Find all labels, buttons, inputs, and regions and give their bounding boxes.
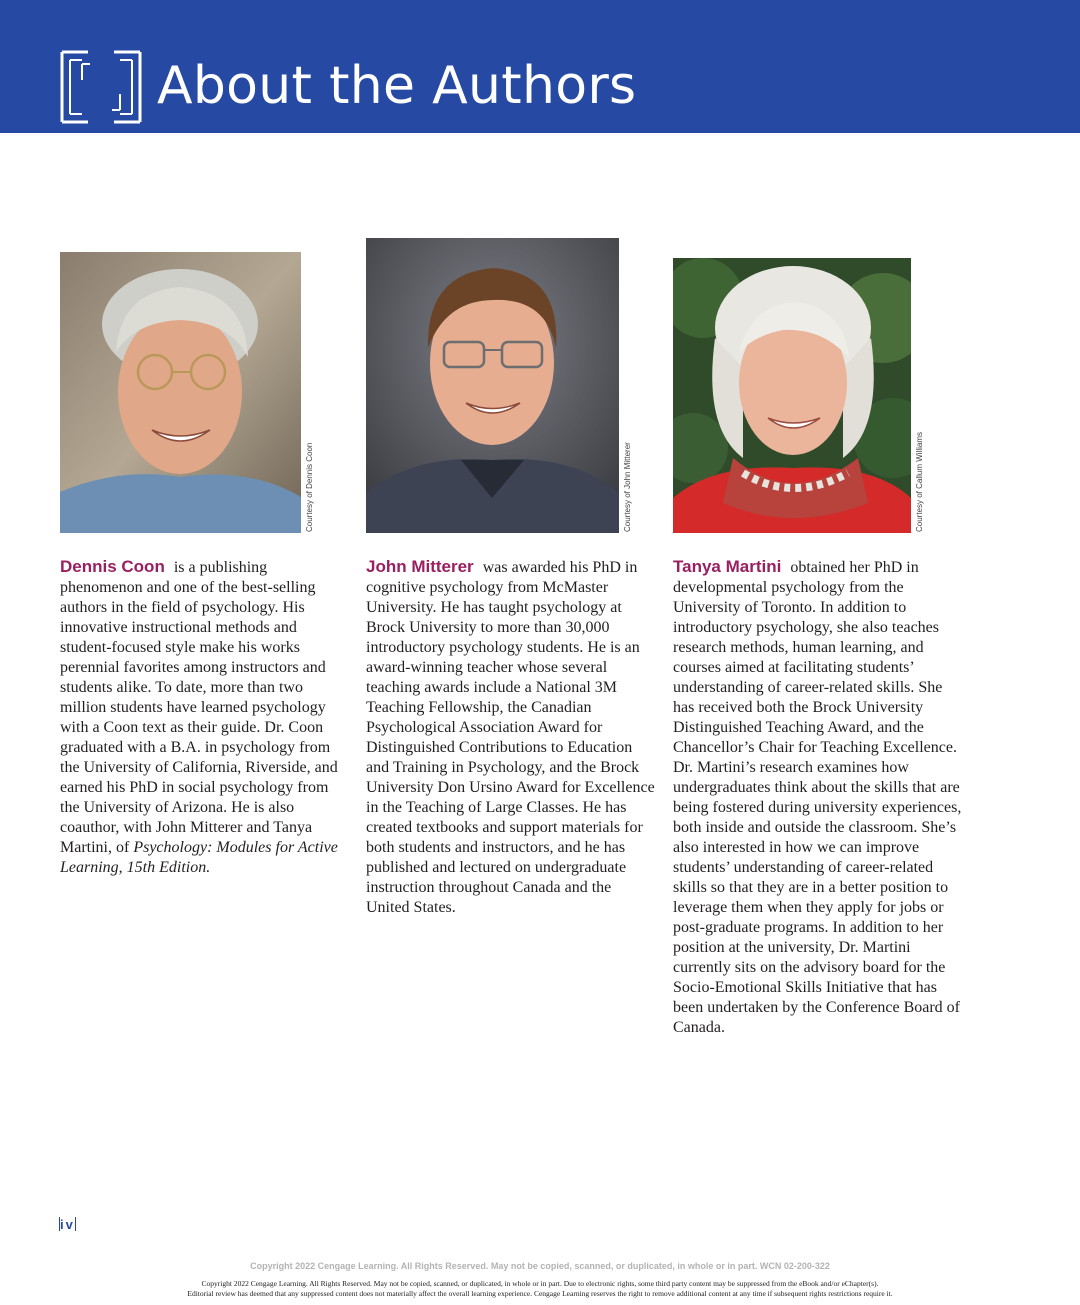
page-number-text: iv: [60, 1217, 75, 1232]
photo-credit: Courtesy of Dennis Coon: [305, 442, 314, 532]
copyright-notice: [100, 1279, 980, 1299]
header-banner: [0, 0, 1080, 133]
author-name: Tanya Martini: [673, 557, 782, 576]
author-photo: [366, 238, 619, 533]
author-bio: [60, 557, 350, 878]
author-bio-text: is a publishing phenomenon and one of the best-selling authors in the field of psychology. His innovative instructional methods and student-focused style make his works perennial favorites among instructors and students alike. To date, more than two million students have learned psychology with a Coon text as their guide. Dr. Coon graduated with a B.A. in psychology from the University of California, Riverside, and earned his PhD in social psychology from the University of Arizona. He is also coauthor, with John Mitterer and Tanya Martini, of: [60, 559, 338, 856]
author-bio: [366, 557, 658, 918]
author-bio-text: was awarded his PhD in cognitive psychology from McMaster University. He has taught psychology at Brock University to more than 30,000 introductory psychology students. He is an award-winning teacher whose several teaching awards include a National 3M Teaching Fellowship, the Canadian Psychological Association Award for Distinguished Contributions to Education and Training in Psychology, and the Brock University Don Ursino Award for Excellence in the Teaching of Large Classes. He has created textbooks and support materials for both students and instructors, and he has published and lectured on undergraduate instruction throughout Canada and the United States.: [366, 559, 655, 916]
copyright-notice-line: Copyright 2022 Cengage Learning. All Rights Reserved. May not be copied, scanned, or duplicated, in whole or in part. Due to electronic rights, some third party content may be suppressed from the eBook and/or eChapter(s).: [201, 1279, 879, 1288]
author-photo: [673, 258, 911, 533]
author-bio: [673, 557, 965, 1038]
photo-credit: Courtesy of Callum Williams: [915, 431, 924, 532]
copyright-line: Copyright 2022 Cengage Learning. All Rights Reserved. May not be copied, scanned, or duplicated, in whole or in part. WCN 02-200-322: [250, 1261, 830, 1271]
divider: [75, 1217, 76, 1231]
bracket-logo-icon: [60, 50, 142, 124]
photo-credit: Courtesy of John Mitterer: [623, 442, 632, 532]
page-number: [59, 1217, 76, 1232]
author-bio-text: obtained her PhD in developmental psychology from the University of Toronto. In addition to introductory psychology, she also teaches research methods, human learning, and courses aimed at facilitating students’ understanding of career-related skills. She has received both the Brock University Distinguished Teaching Award, and the Chancellor’s Chair for Teaching Excellence. Dr. Martini’s research examines how undergraduates think about the skills that are being fostered during university experiences, both inside and outside the classroom. She’s also interested in how we can improve students’ understanding of career-related skills so that they are in a better position to leverage them when they apply for jobs or post-graduate programs. In addition to her position at the university, Dr. Martini currently sits on the advisory board for the Socio-Emotional Skills Initiative that has been undertaken by the Conference Board of Canada.: [673, 559, 962, 1036]
author-name: Dennis Coon: [60, 557, 165, 576]
book-title: Psychology: Modules for Active Learning, 15th Edition.: [60, 839, 338, 876]
author-name: John Mitterer: [366, 557, 474, 576]
copyright-notice-line: Editorial review has deemed that any suppressed content does not materially affect the overall learning experience. Cengage Learning reserves the right to remove additional content at any time if subsequent rights restrictions require it.: [187, 1289, 893, 1298]
author-photo: [60, 252, 301, 533]
page-title: About the Authors: [157, 56, 637, 116]
